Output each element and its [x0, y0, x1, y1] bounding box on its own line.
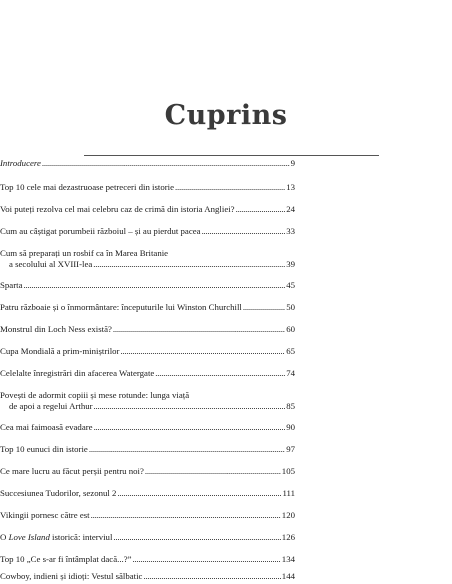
toc-entry-label-pre: O: [0, 532, 9, 542]
toc-entry: [0, 421, 295, 434]
toc-entry: [0, 181, 295, 194]
leader-dots: [202, 225, 286, 238]
leader-dots: [91, 509, 281, 522]
toc-entry-page: 97: [286, 444, 295, 454]
toc-entry-page: 120: [281, 510, 295, 520]
toc-entry-label: Patru războaie și o înmormântare: începuturile lui Winston Churchill: [0, 302, 242, 312]
toc-entry: [0, 301, 295, 314]
toc-entry-page: 74: [286, 368, 295, 378]
toc-entry-label: Cowboy, indieni și idioți: Vestul sălbatic: [0, 571, 143, 581]
toc-entry: [0, 203, 295, 216]
toc-entry-label: Sparta: [0, 280, 23, 290]
toc-entry-label: Cum să preparați un rosbif ca în Marea Britanie: [0, 248, 169, 258]
toc-entry: [0, 509, 295, 522]
toc-entry-page: 134: [281, 554, 295, 564]
leader-dots: [113, 531, 280, 544]
leader-dots: [89, 443, 285, 456]
toc-entry-page: 50: [286, 302, 295, 312]
toc-entry-page: 60: [286, 324, 295, 334]
leader-dots: [117, 487, 281, 500]
leader-dots: [42, 157, 290, 170]
toc-entry-label: Cum au câștigat porumbeii războiul – și au pierdut pacea: [0, 226, 201, 236]
toc-entry: [0, 279, 295, 292]
toc-entry-page: 85: [286, 401, 295, 411]
leader-dots: [236, 203, 286, 216]
leader-dots: [23, 279, 285, 292]
toc-entry: [0, 443, 295, 456]
leader-dots: [93, 258, 285, 271]
toc-entry-page: 39: [286, 259, 295, 269]
toc-entry: [0, 465, 295, 478]
toc-entry-label: Ce mare lucru au făcut perșii pentru noi?: [0, 466, 144, 476]
toc-entry: [0, 225, 295, 238]
toc-entry-page: 65: [286, 346, 295, 356]
toc-entry-page: 13: [286, 182, 295, 192]
page-title: Cuprins: [164, 100, 288, 131]
toc-entry: [0, 157, 295, 170]
leader-dots: [243, 301, 285, 314]
toc-entry-line2: [9, 400, 295, 413]
toc-entry: [0, 553, 295, 566]
toc-entry-page: 90: [286, 422, 295, 432]
leader-dots: [94, 400, 286, 413]
toc-entry: [0, 531, 295, 544]
toc-entry: [0, 323, 295, 336]
toc-entry-page: 105: [281, 466, 295, 476]
toc-entry-label-cont: de apoi a regelui Arthur: [9, 401, 93, 411]
toc-entry-label-italic: Love Island: [8, 532, 50, 542]
divider: [84, 155, 379, 156]
toc-entry-label: Top 10 eunuci din istorie: [0, 444, 88, 454]
toc-entry-page: 24: [286, 204, 295, 214]
toc-entry-label: Top 10 „Ce s-ar fi întâmplat dacă...?”: [0, 554, 132, 564]
toc-entry: [0, 570, 295, 583]
toc-entry-label: Vikingii pornesc către est: [0, 510, 90, 520]
toc-entry-page: 111: [282, 488, 295, 498]
leader-dots: [155, 367, 285, 380]
leader-dots: [143, 570, 280, 583]
toc-entry-label: Voi puteți rezolva cel mai celebru caz de crimă din istoria Angliei?: [0, 204, 235, 214]
toc-entry-label: Monstrul din Loch Ness există?: [0, 324, 112, 334]
toc-entry-page: 126: [281, 532, 295, 542]
toc-entry-page: 144: [281, 571, 295, 581]
leader-dots: [133, 553, 281, 566]
toc-entry-label: Top 10 cele mai dezastruoase petreceri din istorie: [0, 182, 175, 192]
toc-entry-page: 9: [290, 158, 295, 168]
leader-dots: [94, 421, 286, 434]
toc-entry-label: Succesiunea Tudorilor, sezonul 2: [0, 488, 117, 498]
toc-entry-label: Celelalte înregistrări din afacerea Watergate: [0, 368, 155, 378]
leader-dots: [113, 323, 285, 336]
toc-entry-page: 33: [286, 226, 295, 236]
toc-entry-label: Povești de adormit copiii și mese rotunde: lunga viață: [0, 390, 190, 400]
toc-entry-page: 45: [286, 280, 295, 290]
leader-dots: [120, 345, 285, 358]
toc-entry-label: Introducere: [0, 158, 41, 168]
toc-entry-label: [0, 531, 112, 544]
toc-entry-label: Cea mai faimoasă evadare: [0, 422, 93, 432]
toc-entry-label-cont: a secolului al XVIII-lea: [9, 259, 93, 269]
toc-entry: [0, 487, 295, 500]
toc-entry: [0, 367, 295, 380]
toc-entry-label: Cupa Mondială a prim-miniștrilor: [0, 346, 120, 356]
leader-dots: [175, 181, 285, 194]
toc-entry: [0, 345, 295, 358]
toc-entry-label-post: istorică: interviul: [49, 532, 113, 542]
leader-dots: [145, 465, 281, 478]
toc-entry-line2: [9, 258, 295, 271]
